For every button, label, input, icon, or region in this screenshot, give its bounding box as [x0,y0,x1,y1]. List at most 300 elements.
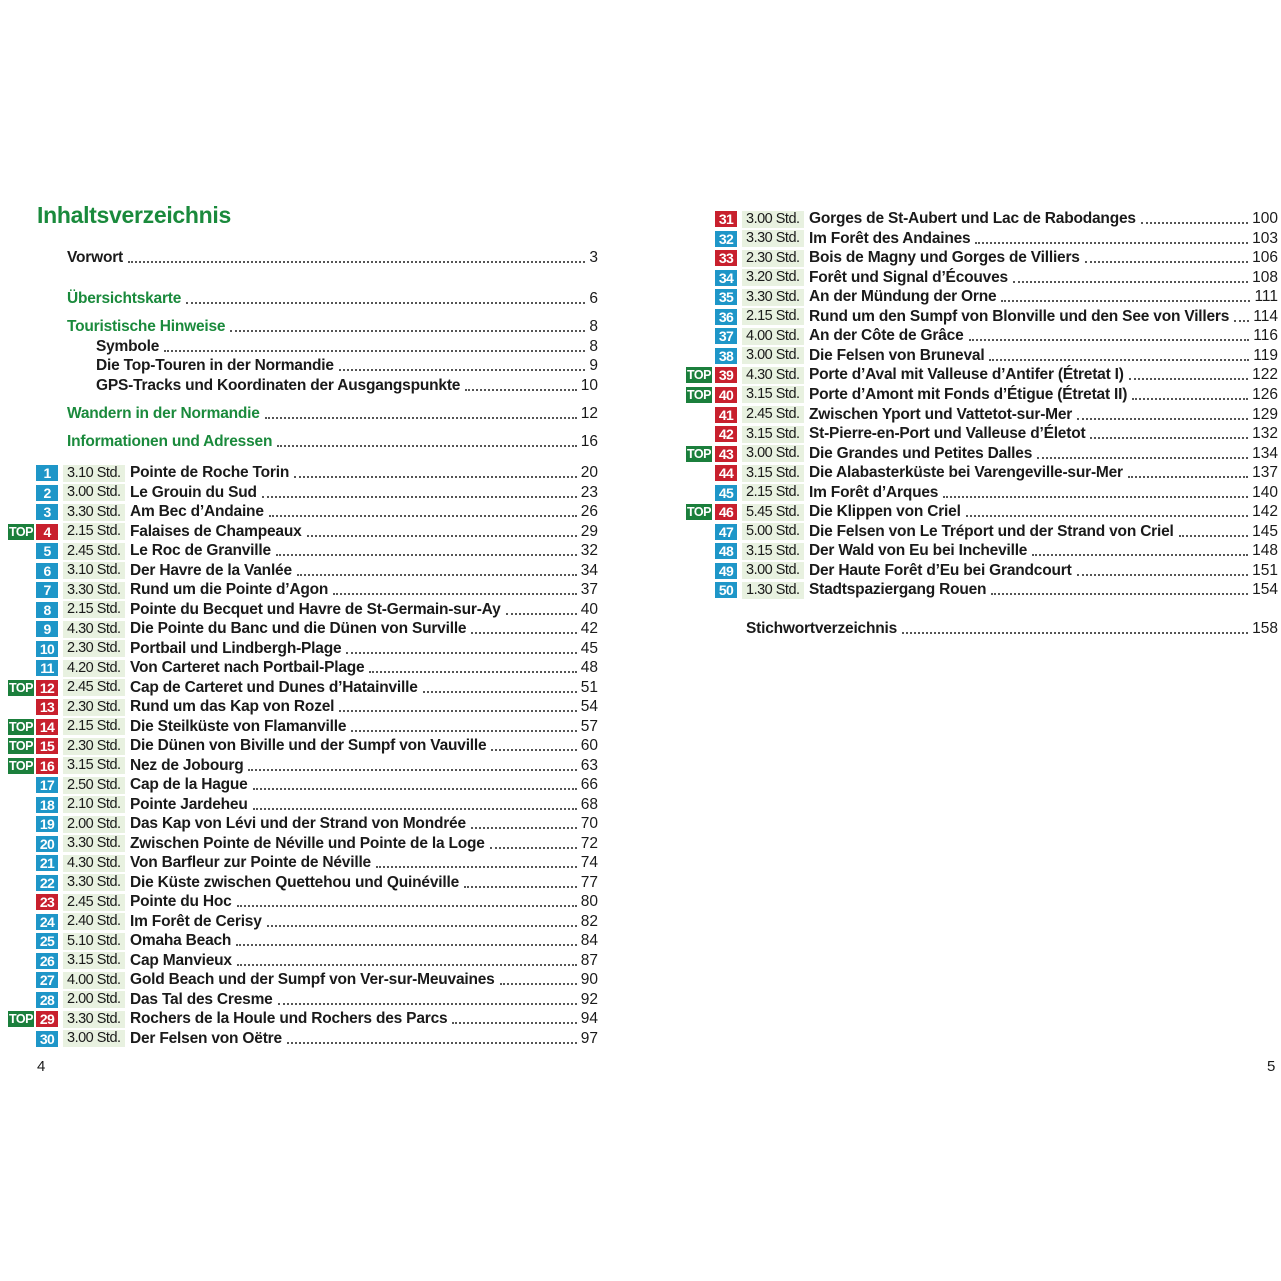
dot-leader [1077,418,1248,420]
tour-page: 45 [580,639,598,657]
tour-duration: 2.45 Std. [63,543,125,560]
dot-leader [1234,320,1249,322]
tour-row[interactable] [0,697,598,717]
tour-title: Die Dünen von Biville und der Sumpf von Vauville [130,737,487,754]
dot-leader [1128,476,1248,478]
tour-title: Cap Manvieux [130,951,232,969]
tour-page: 72 [580,834,598,852]
tour-title: Nez de Jobourg [130,756,244,774]
tour-row[interactable] [0,1009,598,1029]
dot-leader [248,769,576,771]
tour-duration: 2.00 Std. [63,991,125,1008]
tour-number-badge: 33 [715,250,737,266]
dot-leader [1085,261,1248,263]
tour-title-line [130,892,598,911]
tour-number-badge: 24 [36,914,58,930]
tour-row[interactable] [640,307,1278,327]
toc-entry-stichwortverzeichnis[interactable] [746,619,1278,638]
tour-number-badge: 45 [715,485,737,501]
toc-entry[interactable] [67,289,598,308]
dot-leader [943,496,1248,498]
tour-row[interactable] [0,931,598,951]
toc-entry[interactable] [96,356,598,375]
tour-number-badge: 46 [715,504,737,520]
tour-duration: 1.30 Std. [742,582,804,599]
tour-title-line [130,1009,598,1028]
tour-page: 126 [1252,385,1278,403]
tour-page: 77 [580,873,598,891]
dot-leader [1013,281,1248,283]
dot-leader [267,925,577,927]
top-tour-badge: TOP [687,368,711,383]
top-tour-badge: TOP [687,387,711,402]
tour-number-badge: 17 [36,777,58,793]
tour-number-badge: 39 [715,367,737,383]
tour-row[interactable] [640,287,1278,307]
page-number-right: 5 [1267,1058,1276,1075]
tour-row[interactable] [640,405,1278,425]
tour-row[interactable] [0,795,598,815]
dot-leader [490,847,577,849]
top-tour-badge: TOP [687,446,711,461]
tour-page: 37 [580,581,598,598]
tour-title: Pointe du Becquet und Havre de St-Germain-sur-Ay [130,600,501,618]
tour-duration: 2.15 Std. [742,308,804,325]
tour-page: 111 [1254,288,1278,306]
tour-page: 48 [580,659,598,676]
dot-leader [1132,398,1248,400]
tour-title-line [130,736,598,755]
tour-title-line [809,287,1278,306]
toc-entry-label: Übersichtskarte [67,290,182,307]
toc-entry[interactable] [67,404,598,423]
tour-duration: 2.30 Std. [63,640,125,657]
tour-page: 108 [1252,268,1278,286]
top-tour-badge: TOP [687,505,711,520]
tour-page: 129 [1252,405,1278,423]
tour-number-badge: 1 [36,465,58,481]
tour-title: Le Grouin du Sud [130,483,257,501]
tour-duration: 2.50 Std. [63,777,125,794]
tour-row[interactable] [640,268,1278,288]
tour-row[interactable] [0,658,598,678]
tour-title-line [809,561,1278,580]
tour-duration: 5.45 Std. [742,504,804,521]
tour-duration: 2.15 Std. [63,523,125,540]
page-title: Inhaltsverzeichnis [37,202,232,228]
tour-duration: 4.00 Std. [742,328,804,345]
toc-entry[interactable] [67,248,598,267]
tour-duration: 3.30 Std. [742,230,804,247]
tour-number-badge: 30 [36,1031,58,1047]
tour-number-badge: 27 [36,972,58,988]
dot-leader [1129,378,1248,380]
tour-title: Omaha Beach [130,932,232,949]
dot-leader [346,652,576,654]
dot-leader [278,1003,577,1005]
toc-entry-page: 8 [589,338,598,355]
tour-row[interactable] [640,541,1278,561]
tour-page: 142 [1252,503,1278,521]
tour-number-badge: 19 [36,816,58,832]
dot-leader [128,261,585,263]
tour-duration: 2.30 Std. [63,699,125,716]
tour-title: Cap de la Hague [130,776,248,793]
tour-page: 29 [580,522,598,540]
dot-leader [262,496,577,498]
tour-number-badge: 26 [36,953,58,969]
tour-duration: 4.30 Std. [63,855,125,872]
toc-entry-label: GPS-Tracks und Koordinaten der Ausgangspunkte [96,377,461,394]
tour-title-line [130,678,598,697]
tour-title-line [809,326,1278,345]
tour-number-badge: 13 [36,699,58,715]
toc-entry[interactable] [67,432,598,451]
tour-page: 42 [580,620,598,637]
tour-page: 134 [1252,444,1278,462]
tour-duration: 3.30 Std. [63,582,125,599]
tour-row[interactable] [0,639,598,659]
tour-number-badge: 47 [715,524,737,540]
tour-number-badge: 49 [715,563,737,579]
dot-leader [506,613,577,615]
tour-row[interactable] [0,736,598,756]
tour-row[interactable] [0,717,598,737]
toc-entry-label: Vorwort [67,249,124,266]
tour-page: 26 [580,503,598,520]
tour-row[interactable] [640,346,1278,366]
tour-title-line [130,834,598,853]
tour-number-badge: 8 [36,602,58,618]
toc-entry[interactable] [96,376,598,395]
tour-number-badge: 16 [36,758,58,774]
tour-page: 23 [580,483,598,501]
tour-row[interactable] [0,834,598,854]
dot-leader [351,730,577,732]
dot-leader [186,302,585,304]
dot-leader [339,710,576,712]
toc-entry-page: 16 [580,433,598,450]
tour-title: Die Alabasterküste bei Varengeville-sur-Mer [809,464,1123,482]
toc-entry-page: 8 [589,318,598,335]
dot-leader [1090,437,1248,439]
tour-number-badge: 50 [715,582,737,598]
tour-title-line [809,444,1278,463]
tour-title-line [130,639,598,658]
tour-row[interactable] [0,463,598,483]
tour-row[interactable] [640,463,1278,483]
dot-leader [294,476,577,478]
dot-leader [276,554,577,556]
tour-title-line [130,580,598,599]
dot-leader [237,905,577,907]
dot-leader [471,827,577,829]
tour-row[interactable] [0,561,598,581]
top-tour-badge: TOP [9,524,33,539]
tour-number-badge: 10 [36,641,58,657]
tour-number-badge: 22 [36,875,58,891]
tour-duration: 2.15 Std. [742,484,804,501]
tour-row[interactable] [640,365,1278,385]
tour-row[interactable] [0,619,598,639]
tour-row[interactable] [0,951,598,971]
tour-number-badge: 38 [715,348,737,364]
dot-leader [1001,300,1250,302]
tour-duration: 3.00 Std. [742,445,804,462]
tour-row[interactable] [0,912,598,932]
tour-page: 70 [580,815,598,832]
tour-title: Von Carteret nach Portbail-Plage [130,659,365,676]
tour-row[interactable] [0,580,598,600]
tour-title: Von Barfleur zur Pointe de Néville [130,854,371,871]
tour-duration: 4.30 Std. [742,367,804,384]
tour-page: 63 [580,756,598,774]
tour-page: 32 [580,542,598,559]
dot-leader [902,632,1248,634]
tour-duration: 4.30 Std. [63,621,125,638]
tour-number-badge: 5 [36,543,58,559]
tour-title-line [809,307,1278,326]
tour-page: 116 [1253,327,1278,345]
tour-row[interactable] [0,814,598,834]
tour-duration: 3.00 Std. [742,347,804,364]
tour-title-line [130,600,598,619]
tour-duration: 3.15 Std. [742,465,804,482]
dot-leader [236,944,577,946]
tour-row[interactable] [640,424,1278,444]
tour-title: Le Roc de Granville [130,542,271,559]
tour-number-badge: 6 [36,563,58,579]
tour-duration: 2.00 Std. [63,816,125,833]
tour-title-line [130,502,598,521]
dot-leader [333,593,577,595]
tour-page: 66 [580,776,598,793]
tour-title-line [809,365,1278,384]
dot-leader [966,515,1248,517]
tour-duration: 3.10 Std. [63,465,125,482]
tour-duration: 3.30 Std. [63,874,125,891]
tour-duration: 5.00 Std. [742,523,804,540]
tour-title: Rochers de la Houle und Rochers des Parcs [130,1010,448,1027]
tour-number-badge: 34 [715,270,737,286]
tour-row[interactable] [0,756,598,776]
tour-row[interactable] [0,502,598,522]
tour-duration: 3.00 Std. [742,211,804,228]
dot-leader [265,417,577,419]
tour-title-line [130,522,598,541]
tour-title-line [130,619,598,638]
tour-row[interactable] [640,522,1278,542]
tour-row[interactable] [0,775,598,795]
dot-leader [253,808,577,810]
dot-leader [230,330,585,332]
tour-title: Die Felsen von Le Tréport und der Strand von Criel [809,522,1174,540]
toc-entry-label: Symbole [96,338,160,355]
tour-duration: 3.10 Std. [63,562,125,579]
tour-duration: 3.15 Std. [63,757,125,774]
tour-row[interactable] [0,483,598,503]
tour-title: Das Kap von Lévi und der Strand von Mondrée [130,815,466,832]
dot-leader [471,632,576,634]
tour-title-line [130,463,598,482]
dot-leader [277,445,577,447]
tour-title: Bois de Magny und Gorges de Villiers [809,249,1080,267]
tour-title-line [130,697,598,716]
tour-row[interactable] [0,678,598,698]
dot-leader [376,866,577,868]
tour-number-badge: 12 [36,680,58,696]
tour-duration: 3.15 Std. [63,952,125,969]
toc-entry-page: 6 [589,290,598,307]
tour-title: Rund um den Sumpf von Blonville und den See von Villers [809,307,1230,325]
tour-title: An der Mündung der Orne [809,288,997,306]
toc-entry-label: Wandern in der Normandie [67,405,260,422]
tour-title: Im Forêt des Andaines [809,229,971,247]
tour-title: Am Bec d’Andaine [130,503,264,520]
tour-duration: 2.10 Std. [63,796,125,813]
dot-leader [237,964,577,966]
tour-page: 40 [580,600,598,618]
tour-row[interactable] [640,502,1278,522]
dot-leader [164,350,585,352]
tour-row[interactable] [0,541,598,561]
tour-page: 137 [1252,464,1278,482]
tour-duration: 3.30 Std. [63,1011,125,1028]
tour-title: Der Haute Forêt d’Eu bei Grandcourt [809,561,1072,579]
tour-title-line [130,912,598,931]
dot-leader [1032,554,1248,556]
top-tour-badge: TOP [9,680,33,695]
dot-leader [1037,457,1248,459]
tour-duration: 5.10 Std. [63,933,125,950]
tour-title: Die Felsen von Bruneval [809,346,985,364]
tour-duration: 3.15 Std. [742,426,804,443]
tour-row[interactable] [640,483,1278,503]
tour-duration: 3.20 Std. [742,269,804,286]
tour-number-badge: 29 [36,1011,58,1027]
dot-leader [500,983,577,985]
tour-duration: 3.00 Std. [63,484,125,501]
tour-page: 154 [1252,581,1278,599]
tour-title-line [130,931,598,950]
dot-leader [452,1022,576,1024]
tour-duration: 3.15 Std. [742,386,804,403]
tour-page: 34 [580,561,598,579]
tour-page: 57 [580,717,598,735]
tour-title-line [130,717,598,736]
tour-row[interactable] [640,229,1278,249]
tour-title-line [130,814,598,833]
tour-number-badge: 7 [36,582,58,598]
tour-title: Porte d’Amont mit Fonds d’Étigue (Étretat II) [809,385,1128,403]
tour-row[interactable] [640,209,1278,229]
tour-number-badge: 37 [715,328,737,344]
tour-title: Der Wald von Eu bei Incheville [809,542,1028,560]
tour-title: Porte d’Aval mit Valleuse d’Antifer (Étretat I) [809,366,1124,384]
tour-title-line [809,209,1278,228]
tour-title: Pointe de Roche Torin [130,464,290,481]
tour-page: 60 [580,737,598,754]
tour-page: 51 [580,678,598,696]
tour-row[interactable] [0,873,598,893]
tour-row[interactable] [640,580,1278,600]
tour-row[interactable] [640,561,1278,581]
dot-leader [464,886,577,888]
toc-entry[interactable] [96,337,598,356]
tour-title: Der Felsen von Oëtre [130,1029,282,1047]
tour-title-line [130,658,598,677]
dot-leader [989,359,1249,361]
dot-leader [339,369,586,371]
tour-title-line [130,1029,598,1048]
tour-number-badge: 32 [715,231,737,247]
tour-row[interactable] [640,326,1278,346]
tour-row[interactable] [0,853,598,873]
tour-page: 82 [580,912,598,930]
toc-entry-label: Die Top-Touren in der Normandie [96,357,334,374]
tour-number-badge: 31 [715,211,737,227]
tour-row[interactable] [0,522,598,542]
tour-duration: 3.00 Std. [63,1030,125,1047]
tour-row[interactable] [0,892,598,912]
toc-entry-page: 3 [589,249,598,266]
tour-number-badge: 40 [715,387,737,403]
tour-number-badge: 44 [715,465,737,481]
tour-title-line [130,873,598,892]
tour-number-badge: 11 [36,660,58,676]
tour-row[interactable] [0,970,598,990]
tour-row[interactable] [0,1029,598,1049]
tour-title: Pointe du Hoc [130,893,232,910]
tour-row[interactable] [640,385,1278,405]
tour-title: Der Havre de la Vanlée [130,561,292,579]
tour-page: 148 [1252,542,1278,560]
tour-title: Die Pointe du Banc und die Dünen von Surville [130,620,467,637]
tour-title: Zwischen Yport und Vattetot-sur-Mer [809,405,1073,423]
tour-number-badge: 3 [36,504,58,520]
tour-row[interactable] [0,990,598,1010]
tour-title: Gold Beach und der Sumpf von Ver-sur-Meuvaines [130,971,495,988]
tour-duration: 2.30 Std. [742,250,804,267]
tour-page: 92 [580,990,598,1008]
dot-leader [1179,535,1248,537]
tour-title: Portbail und Lindbergh-Plage [130,639,342,657]
tour-duration: 3.15 Std. [742,543,804,560]
tour-page: 54 [580,698,598,715]
tour-number-badge: 48 [715,543,737,559]
tour-title: Rund um die Pointe d’Agon [130,581,329,598]
top-tour-badge: TOP [9,739,33,753]
tour-row[interactable] [0,600,598,620]
tour-row[interactable] [640,444,1278,464]
dot-leader [1077,574,1249,576]
top-tour-badge: TOP [9,758,33,773]
toc-entry-page: 158 [1252,620,1278,637]
tour-page: 103 [1252,229,1278,247]
tour-duration: 3.30 Std. [742,289,804,306]
tour-number-badge: 21 [36,855,58,871]
tour-title-line [809,522,1278,541]
tour-title: Die Küste zwischen Quettehou und Quinéville [130,873,460,891]
toc-entry-page: 12 [580,405,598,422]
tour-title-line [809,580,1278,599]
toc-entry[interactable] [67,317,598,336]
tour-page: 100 [1252,210,1278,227]
dot-leader [423,691,577,693]
tour-title: Forêt und Signal d’Écouves [809,268,1008,286]
page-number-left: 4 [37,1058,46,1075]
tour-row[interactable] [640,248,1278,268]
